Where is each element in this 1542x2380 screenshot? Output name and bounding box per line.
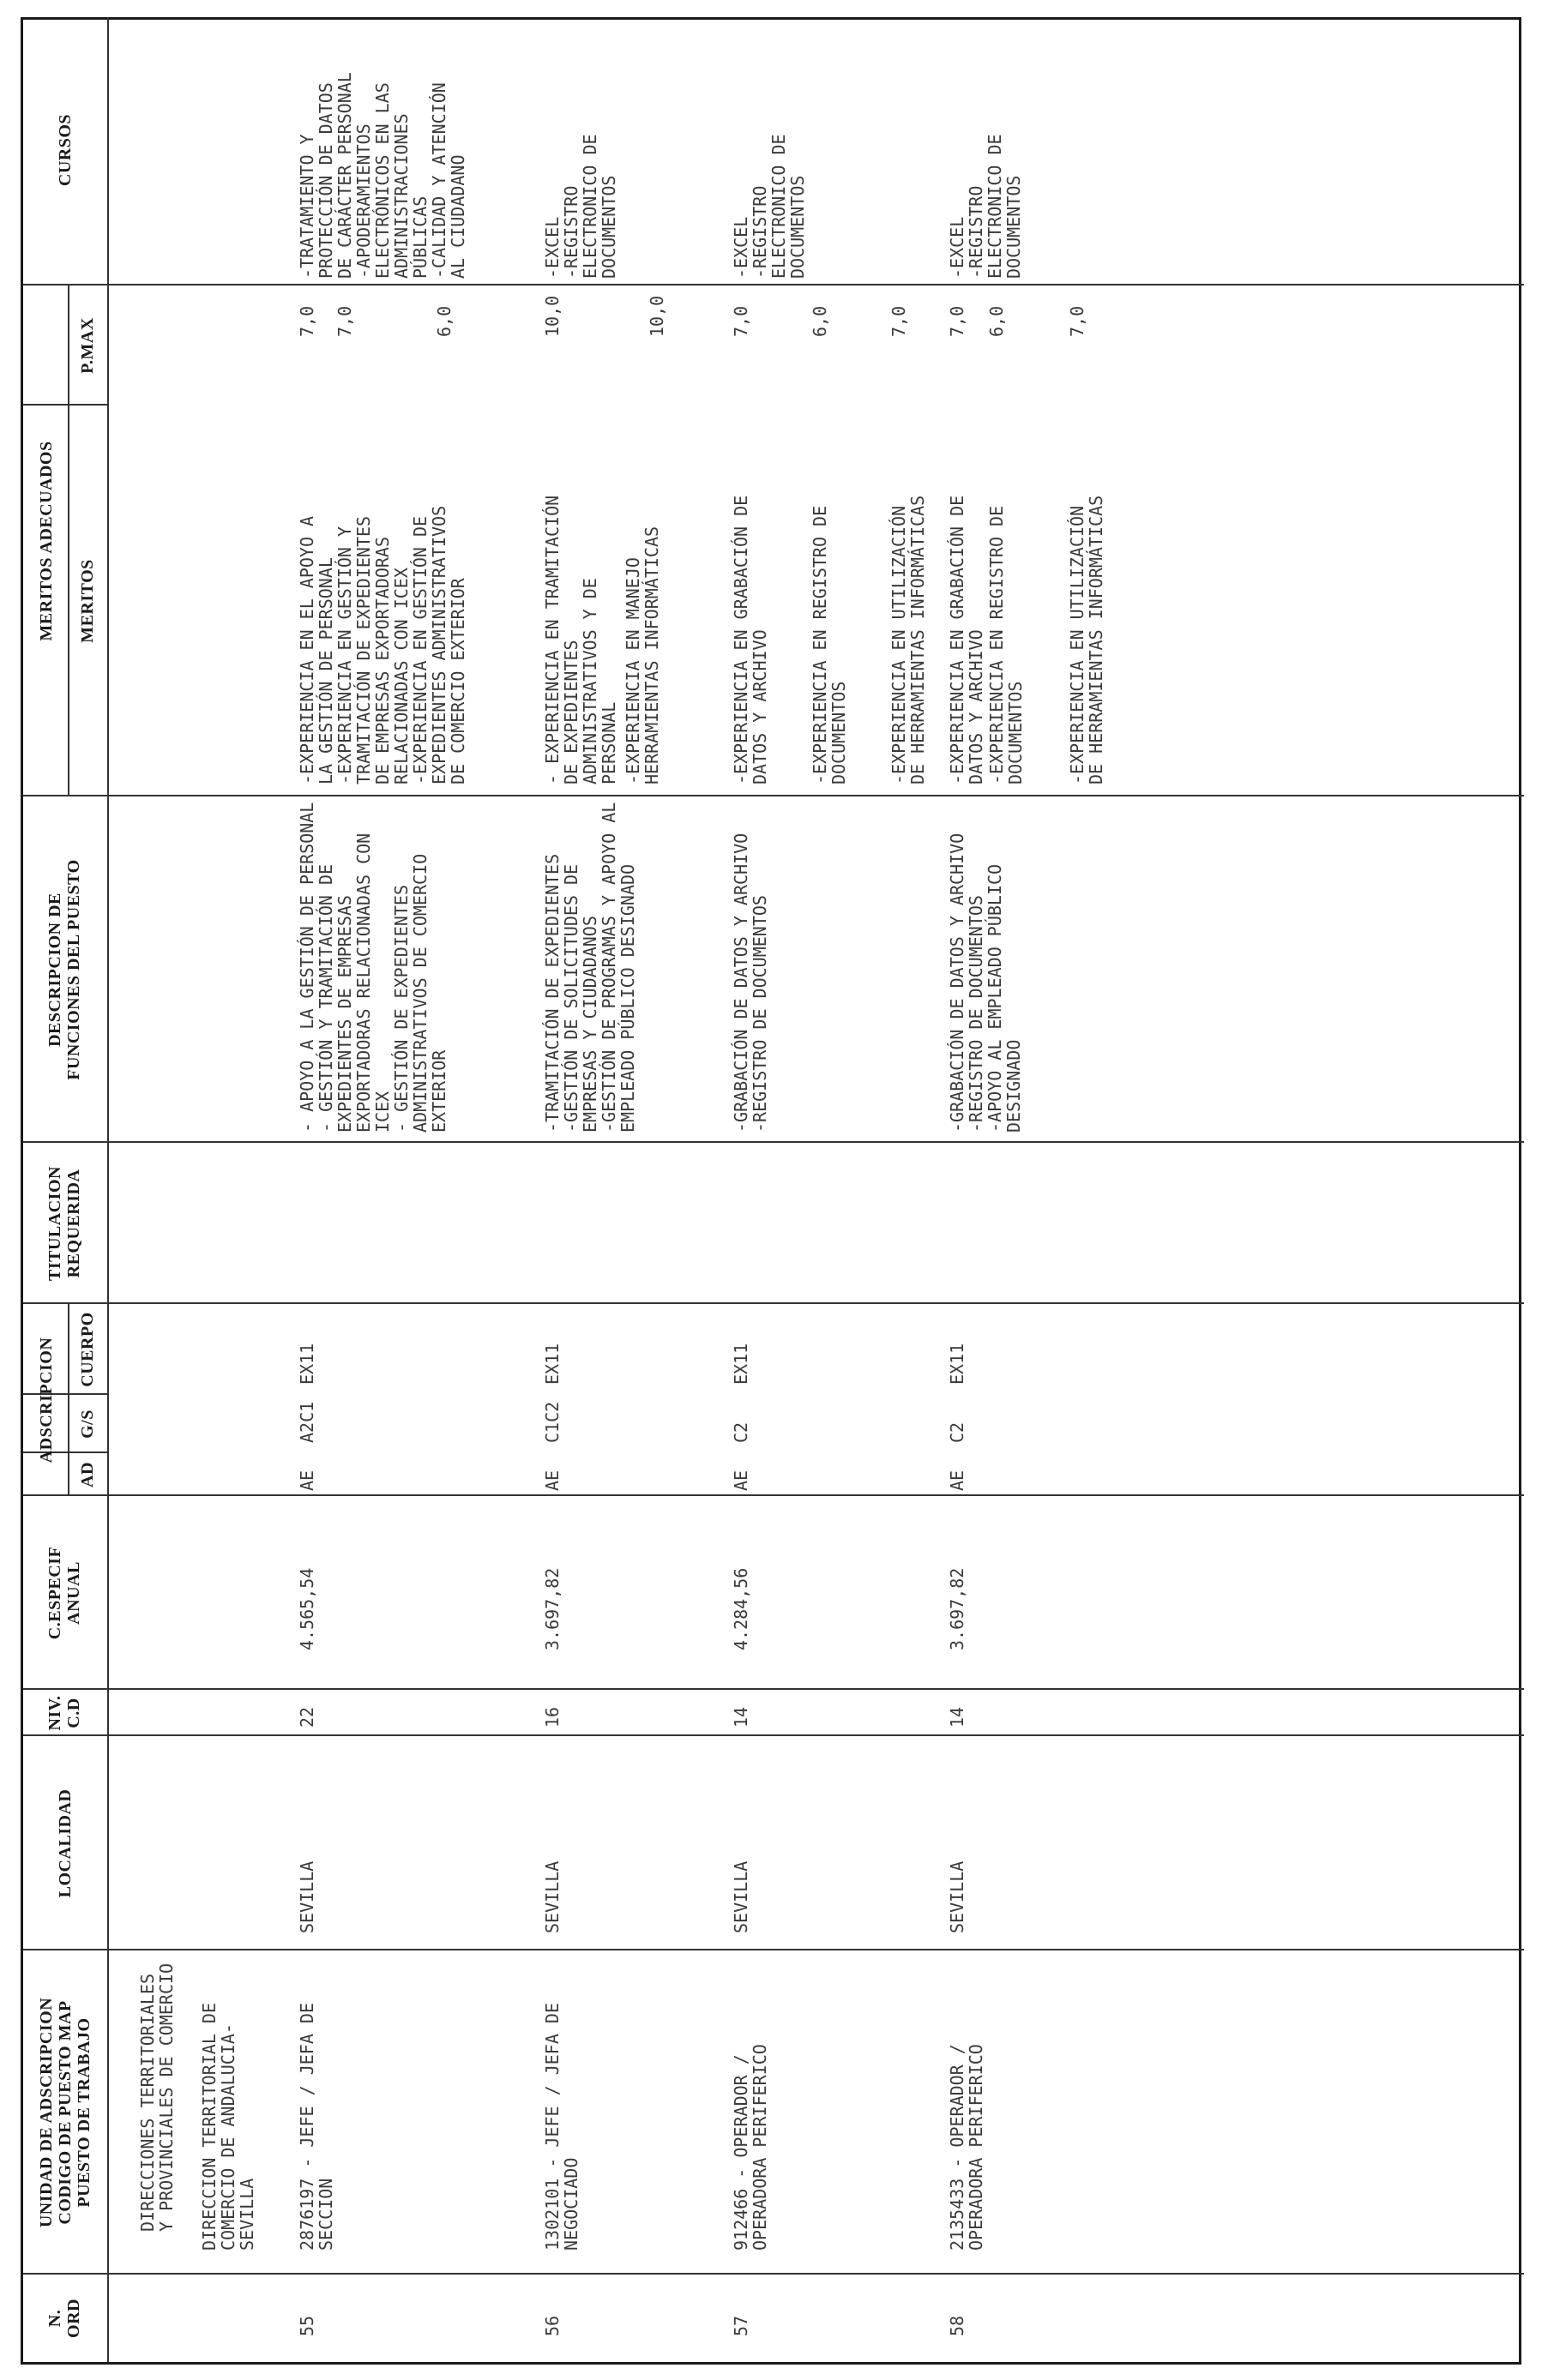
header-titulacion: TITULACION REQUERIDA (45, 1166, 83, 1281)
unit-title-directorates: DIRECCIONES TERRITORIALES Y PROVINCIALES DE COMERCIO (137, 1962, 177, 2232)
row-descripcion: -GRABACIÓN DE DATOS Y ARCHIVO -REGISTRO DE DOCUMENTOS (731, 832, 770, 1133)
row-gs: C2 (731, 1421, 751, 1443)
col-sep-meritos (23, 284, 1524, 285)
row-nivel: 14 (731, 1706, 751, 1728)
row-descripcion: - APOYO A LA GESTIÓN DE PERSONAL - GESTIÓN Y TRAMITACIÓN DE EXPEDIENTES DE EMPRESAS EXPORTADORAS RELACIONADAS CON ICEX - GESTIÓN DE EXPEDIENTES ADMINISTRATIVOS DE COMERCIO EXTERIOR (297, 802, 449, 1133)
row-cursos: -EXCEL -REGISTRO ELECTRONICO DE DOCUMENTOS (947, 134, 1024, 279)
row-descripcion: -GRABACIÓN DE DATOS Y ARCHIVO -REGISTRO DE DOCUMENTOS -APOYO AL EMPLEADO PÚBLICO DESIGNADO (947, 832, 1024, 1133)
col-sep-unidad (23, 1949, 1524, 1950)
row-puesto: 1302101 - JEFE / JEFA DE NEGOCIADO (542, 2003, 581, 2251)
col-sep-localidad (23, 1734, 1524, 1736)
unit-title-andalucia: DIRECCION TERRITORIAL DE COMERCIO DE ANDALUCIA- SEVILLA (199, 2003, 257, 2251)
row-ad: AE (947, 1469, 967, 1491)
row-merito-1: -EXPERIENCIA EN GRABACIÓN DE DATOS Y ARCHIVO (731, 495, 770, 784)
row-localidad: SEVILLA (297, 1860, 317, 1933)
row-merito-2: -EXPERIENCIA EN MANEJO HERRAMIENTAS INFORMÁTICAS (623, 526, 662, 784)
header-c-especif: C.ESPECIF ANUAL (45, 1546, 83, 1640)
row-merito-1: -EXPERIENCIA EN EL APOYO A LA GESTIÓN DE PERSONAL (297, 515, 336, 784)
header-gs: G/S (78, 1409, 97, 1439)
header-meritos: MERITOS (78, 559, 97, 643)
row-puesto: 912466 - OPERADOR / OPERADORA PERIFERICO (731, 2044, 770, 2251)
header-pmax: P.MAX (78, 317, 97, 374)
row-especif: 3.697,82 (542, 1567, 563, 1650)
row-nivel: 14 (947, 1706, 967, 1728)
row-ad: AE (542, 1469, 563, 1491)
row-ad: AE (297, 1469, 317, 1491)
row-number: 56 (542, 2315, 563, 2336)
col-sep-descripcion (23, 795, 1524, 796)
col-sep-especif (23, 1494, 1524, 1496)
row-cursos: -TRATAMIENTO Y PROTECCIÓN DE DATOS DE CARÁCTER PERSONAL -APODERAMIENTOS ELECTRÓNICOS EN LAS ADMINISTRACIONES PÚBLICAS -CALIDAD Y ATENCIÓN AL CIUDADANO (297, 72, 468, 279)
row-nivel: 16 (542, 1706, 563, 1728)
row-merito-3: -EXPERIENCIA EN GESTIÓN DE EXPEDIENTES ADMINISTRATIVOS DE COMERCIO EXTERIOR (410, 505, 468, 784)
row-cuerpo: EX11 (542, 1343, 563, 1385)
row-cuerpo: EX11 (947, 1343, 967, 1385)
row-ad: AE (731, 1469, 751, 1491)
row-merito-2: -EXPERIENCIA EN REGISTRO DE DOCUMENTOS (810, 505, 849, 784)
row-pmax-2: 10,0 (647, 295, 667, 337)
row-especif: 3.697,82 (947, 1567, 967, 1650)
header-meritos-adecuados: MERITOS ADECUADOS (37, 441, 56, 641)
row-cursos: -EXCEL -REGISTRO ELECTRONICO DE DOCUMENTOS (731, 134, 808, 279)
header-unidad: UNIDAD DE ADSCRIPCION CODIGO DE PUESTO MAP PUESTO DE TRABAJO (37, 1997, 93, 2228)
header-localidad: LOCALIDAD (56, 1788, 75, 1898)
row-localidad: SEVILLA (731, 1860, 751, 1933)
row-pmax-1: 7,0 (297, 305, 317, 337)
row-number: 57 (731, 2315, 751, 2336)
positions-table (21, 17, 1521, 2365)
row-puesto: 2876197 - JEFE / JEFA DE SECCION (297, 2003, 336, 2251)
header-cuerpo: CUERPO (78, 1312, 97, 1387)
header-n-ord: N. ORD (45, 2299, 83, 2338)
row-pmax-2: 6,0 (810, 305, 830, 337)
rotated-table-frame (21, 15, 1523, 2365)
row-merito-3: -EXPERIENCIA EN UTILIZACIÓN DE HERRAMIENTAS INFORMÁTICAS (888, 495, 928, 784)
header-descripcion: DESCRIPCION DE FUNCIONES DEL PUESTO (45, 859, 83, 1080)
row-pmax-3: 7,0 (888, 305, 909, 337)
header-niv: NIV. C.D (45, 1695, 83, 1731)
col-sep-titulacion (23, 1141, 1524, 1143)
adscripcion-subheader-line (68, 1304, 69, 1496)
row-pmax-1: 7,0 (731, 305, 751, 337)
row-cursos: -EXCEL -REGISTRO ELECTRONICO DE DOCUMENTOS (542, 134, 619, 279)
row-number: 55 (297, 2315, 317, 2336)
row-cuerpo: EX11 (297, 1343, 317, 1385)
row-especif: 4.284,56 (731, 1567, 751, 1650)
row-puesto: 2135433 - OPERADOR / OPERADORA PERIFERICO (947, 2044, 986, 2251)
row-gs: C1C2 (542, 1401, 563, 1443)
row-pmax-1: 7,0 (947, 305, 967, 337)
row-pmax-3: 7,0 (1067, 305, 1087, 337)
row-merito-2: -EXPERIENCIA EN REGISTRO DE DOCUMENTOS (986, 505, 1026, 784)
row-gs: A2C1 (297, 1401, 317, 1443)
row-pmax-2: 7,0 (334, 305, 355, 337)
header-cursos: CURSOS (56, 113, 75, 187)
header-adscripcion: ADSCRIPCION (37, 1337, 56, 1463)
meritos-subheader-line (68, 285, 69, 796)
row-localidad: SEVILLA (542, 1860, 563, 1933)
row-descripcion: -TRAMITACIÓN DE EXPEDIENTES -GESTIÓN DE SOLICITUDES DE EMPRESAS Y CIUDADANOS -GESTIÓN DE PROGRAMAS Y APOYO AL EMPLEADO PÚBLICO DESIGNADO (542, 802, 638, 1133)
col-sep-niv (23, 1688, 1524, 1690)
row-merito-1: -EXPERIENCIA EN GRABACIÓN DE DATOS Y ARCHIVO (947, 495, 986, 784)
row-nivel: 22 (297, 1706, 317, 1728)
row-merito-3: -EXPERIENCIA EN UTILIZACIÓN DE HERRAMIENTAS INFORMÁTICAS (1067, 495, 1106, 784)
row-cuerpo: EX11 (731, 1343, 751, 1385)
row-pmax-1: 10,0 (542, 295, 563, 337)
col-sep-nord (23, 2273, 1524, 2275)
row-merito-2: -EXPERIENCIA EN GESTIÓN Y TRAMITACIÓN DE EXPEDIENTES DE EMPRESAS EXPORTADORAS RELACIONADAS CON ICEX (334, 515, 412, 784)
header-ad: AD (78, 1462, 97, 1488)
row-especif: 4.565,54 (297, 1567, 317, 1650)
row-merito-1: - EXPERIENCIA EN TRAMITACIÓN DE EXPEDIENTES ADMINISTRATIVOS Y DE PERSONAL (542, 495, 619, 784)
row-localidad: SEVILLA (947, 1860, 967, 1933)
col-sep-adscrip (23, 1302, 1524, 1304)
header-bottom-line (107, 17, 109, 2362)
row-pmax-3: 6,0 (434, 305, 455, 337)
row-gs: C2 (947, 1421, 967, 1443)
row-number: 58 (947, 2315, 967, 2336)
row-pmax-2: 6,0 (986, 305, 1007, 337)
